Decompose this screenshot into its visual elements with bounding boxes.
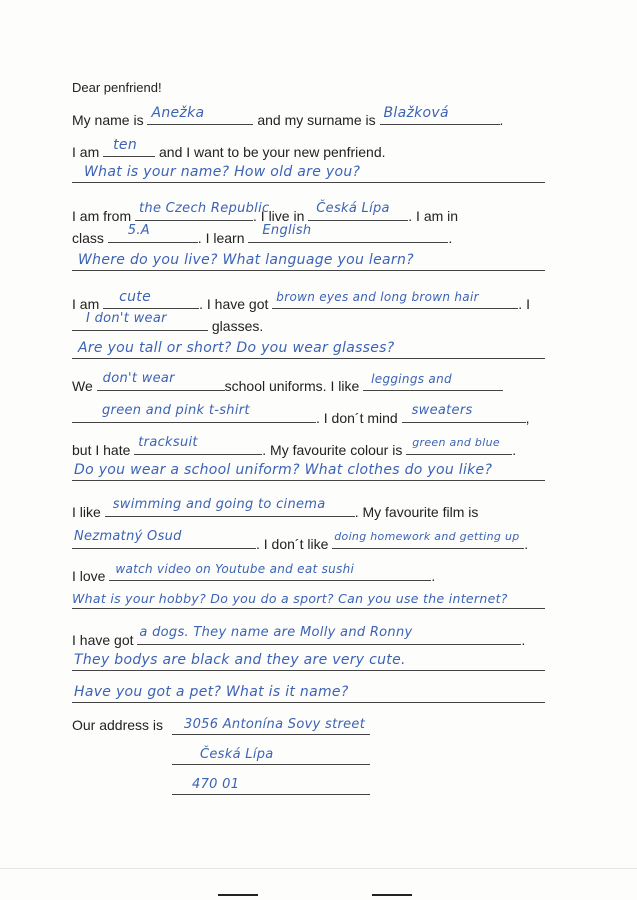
ilike-value: swimming and going to cinema <box>112 497 326 512</box>
dontlike-prefix: . I don´t like <box>256 536 329 552</box>
name-row <box>72 106 567 129</box>
class-word: class <box>72 230 104 246</box>
city-blank <box>308 202 408 221</box>
love-dot: . <box>431 568 436 584</box>
live-prefix: . I live in <box>253 208 305 224</box>
glasses-value: I don't wear <box>86 311 167 326</box>
from-prefix: I am from <box>72 208 132 224</box>
iam-suffix: and I want to be your new penfriend. <box>159 144 386 160</box>
hobby-like-row <box>72 498 567 521</box>
film-prefix: . My favourite film is <box>354 504 479 520</box>
colour-prefix: . My favourite colour is <box>262 442 403 458</box>
colour-blank <box>406 436 512 455</box>
like-blank-1 <box>363 372 503 391</box>
address-prefix: Our address is <box>72 717 164 733</box>
we-prefix: We <box>72 378 93 394</box>
got-prefix: I have got <box>72 632 134 648</box>
scan-mark-left <box>218 894 258 896</box>
question-line-3 <box>72 336 545 359</box>
dontlike-blank <box>332 530 524 549</box>
address-line-1 <box>172 712 370 735</box>
dontlike-dot: . <box>524 536 529 552</box>
greeting-line <box>72 78 567 97</box>
question-2: Where do you live? What language you learn? <box>78 252 414 268</box>
age-row <box>72 138 567 161</box>
learn-dot: . <box>448 230 453 246</box>
havegot-prefix: . I have got <box>199 296 269 312</box>
question-5: What is your hobby? Do you do a sport? Can you use the internet? <box>72 591 508 606</box>
question-line-1 <box>72 160 545 183</box>
hate-value: tracksuit <box>138 435 198 450</box>
surname-value: Blažková <box>383 105 449 121</box>
uniform-suffix: school uniforms. I like <box>224 378 360 394</box>
learn-prefix: . I learn <box>197 230 245 246</box>
name-value: Anežka <box>151 105 205 121</box>
question-6: Have you got a pet? What is it name? <box>74 684 349 700</box>
got-blank <box>137 626 521 645</box>
looks-blank <box>103 290 199 309</box>
address-line-2 <box>172 742 370 765</box>
city-value: Česká Lípa <box>316 201 390 216</box>
hate-blank <box>134 436 262 455</box>
learn-blank <box>248 224 448 243</box>
like-value-2: green and pink t-shirt <box>102 403 250 418</box>
love-prefix: I love <box>72 568 106 584</box>
greeting: Dear penfriend! <box>72 80 162 95</box>
colour-dot: . <box>512 442 517 458</box>
love-value: watch video on Youtube and eat sushi <box>115 562 355 576</box>
surname-prefix: and my surname is <box>257 112 376 128</box>
question-line-2 <box>72 248 545 271</box>
address-street: 3056 Antonína Sovy street <box>184 717 366 732</box>
looks-value: cute <box>119 289 151 305</box>
uniform-value: don't wear <box>102 371 175 386</box>
uniform-blank <box>97 372 225 391</box>
film-value: Nezmatný Osud <box>74 529 182 544</box>
dontmind-value: sweaters <box>411 403 473 418</box>
age-blank <box>103 138 155 157</box>
iam-prefix: I am <box>72 144 100 160</box>
name-blank <box>147 106 253 125</box>
havegot-value: brown eyes and long brown hair <box>276 290 479 304</box>
country-blank <box>135 201 270 221</box>
got-dot: . <box>521 632 526 648</box>
like-row <box>72 404 567 427</box>
question-line-4 <box>72 458 545 481</box>
address-line-3 <box>172 772 370 795</box>
question-line-5 <box>72 586 545 609</box>
i-suffix: . I <box>518 296 530 312</box>
scan-mark-right <box>372 894 412 896</box>
like-value-1: leggings and <box>371 372 452 386</box>
age-value: ten <box>113 137 138 153</box>
surname-blank <box>380 106 500 125</box>
havegot-blank <box>272 290 518 309</box>
name-prefix: My name is <box>72 112 144 128</box>
learn-value: English <box>262 223 312 238</box>
film-row <box>72 530 567 553</box>
hate-row <box>72 436 567 459</box>
film-blank <box>72 530 256 549</box>
class-row <box>72 224 567 247</box>
name-dot: . <box>499 112 504 128</box>
glasses-blank <box>72 312 208 331</box>
got-value: a dogs. They name are Molly and Ronny <box>139 625 413 640</box>
dogs-line <box>72 648 545 671</box>
ilike-prefix: I like <box>72 504 101 520</box>
scan-edge-line <box>0 868 637 869</box>
class-prefix: . I am in <box>408 208 459 224</box>
address-city: Česká Lípa <box>200 747 274 762</box>
glasses-row <box>72 312 567 335</box>
love-row <box>72 562 567 585</box>
pets-row <box>72 626 567 649</box>
class-value: 5.A <box>127 223 150 238</box>
question-3: Are you tall or short? Do you wear glasses? <box>78 340 395 356</box>
glasses-suffix: glasses. <box>211 318 264 334</box>
love-blank <box>109 562 431 581</box>
dontmind-prefix: . I don´t mind <box>316 410 398 426</box>
dontmind-blank <box>402 404 526 423</box>
address-zip: 470 01 <box>192 777 240 792</box>
colour-value: green and blue <box>412 436 500 449</box>
dontmind-comma: , <box>525 410 530 426</box>
question-line-6 <box>72 680 545 703</box>
uniform-row <box>72 372 567 395</box>
am2-prefix: I am <box>72 296 100 312</box>
hate-prefix: but I hate <box>72 442 131 458</box>
like-blank-2 <box>72 404 316 423</box>
question-4: Do you wear a school uniform? What clothes do you like? <box>74 462 493 478</box>
class-blank <box>108 224 198 243</box>
ilike-blank <box>105 498 355 517</box>
question-1: What is your name? How old are you? <box>84 164 361 180</box>
country-value: the Czech Republic <box>139 201 270 216</box>
dontlike-value: doing homework and getting up <box>334 530 520 543</box>
dogs-description: They bodys are black and they are very cute. <box>74 652 406 668</box>
